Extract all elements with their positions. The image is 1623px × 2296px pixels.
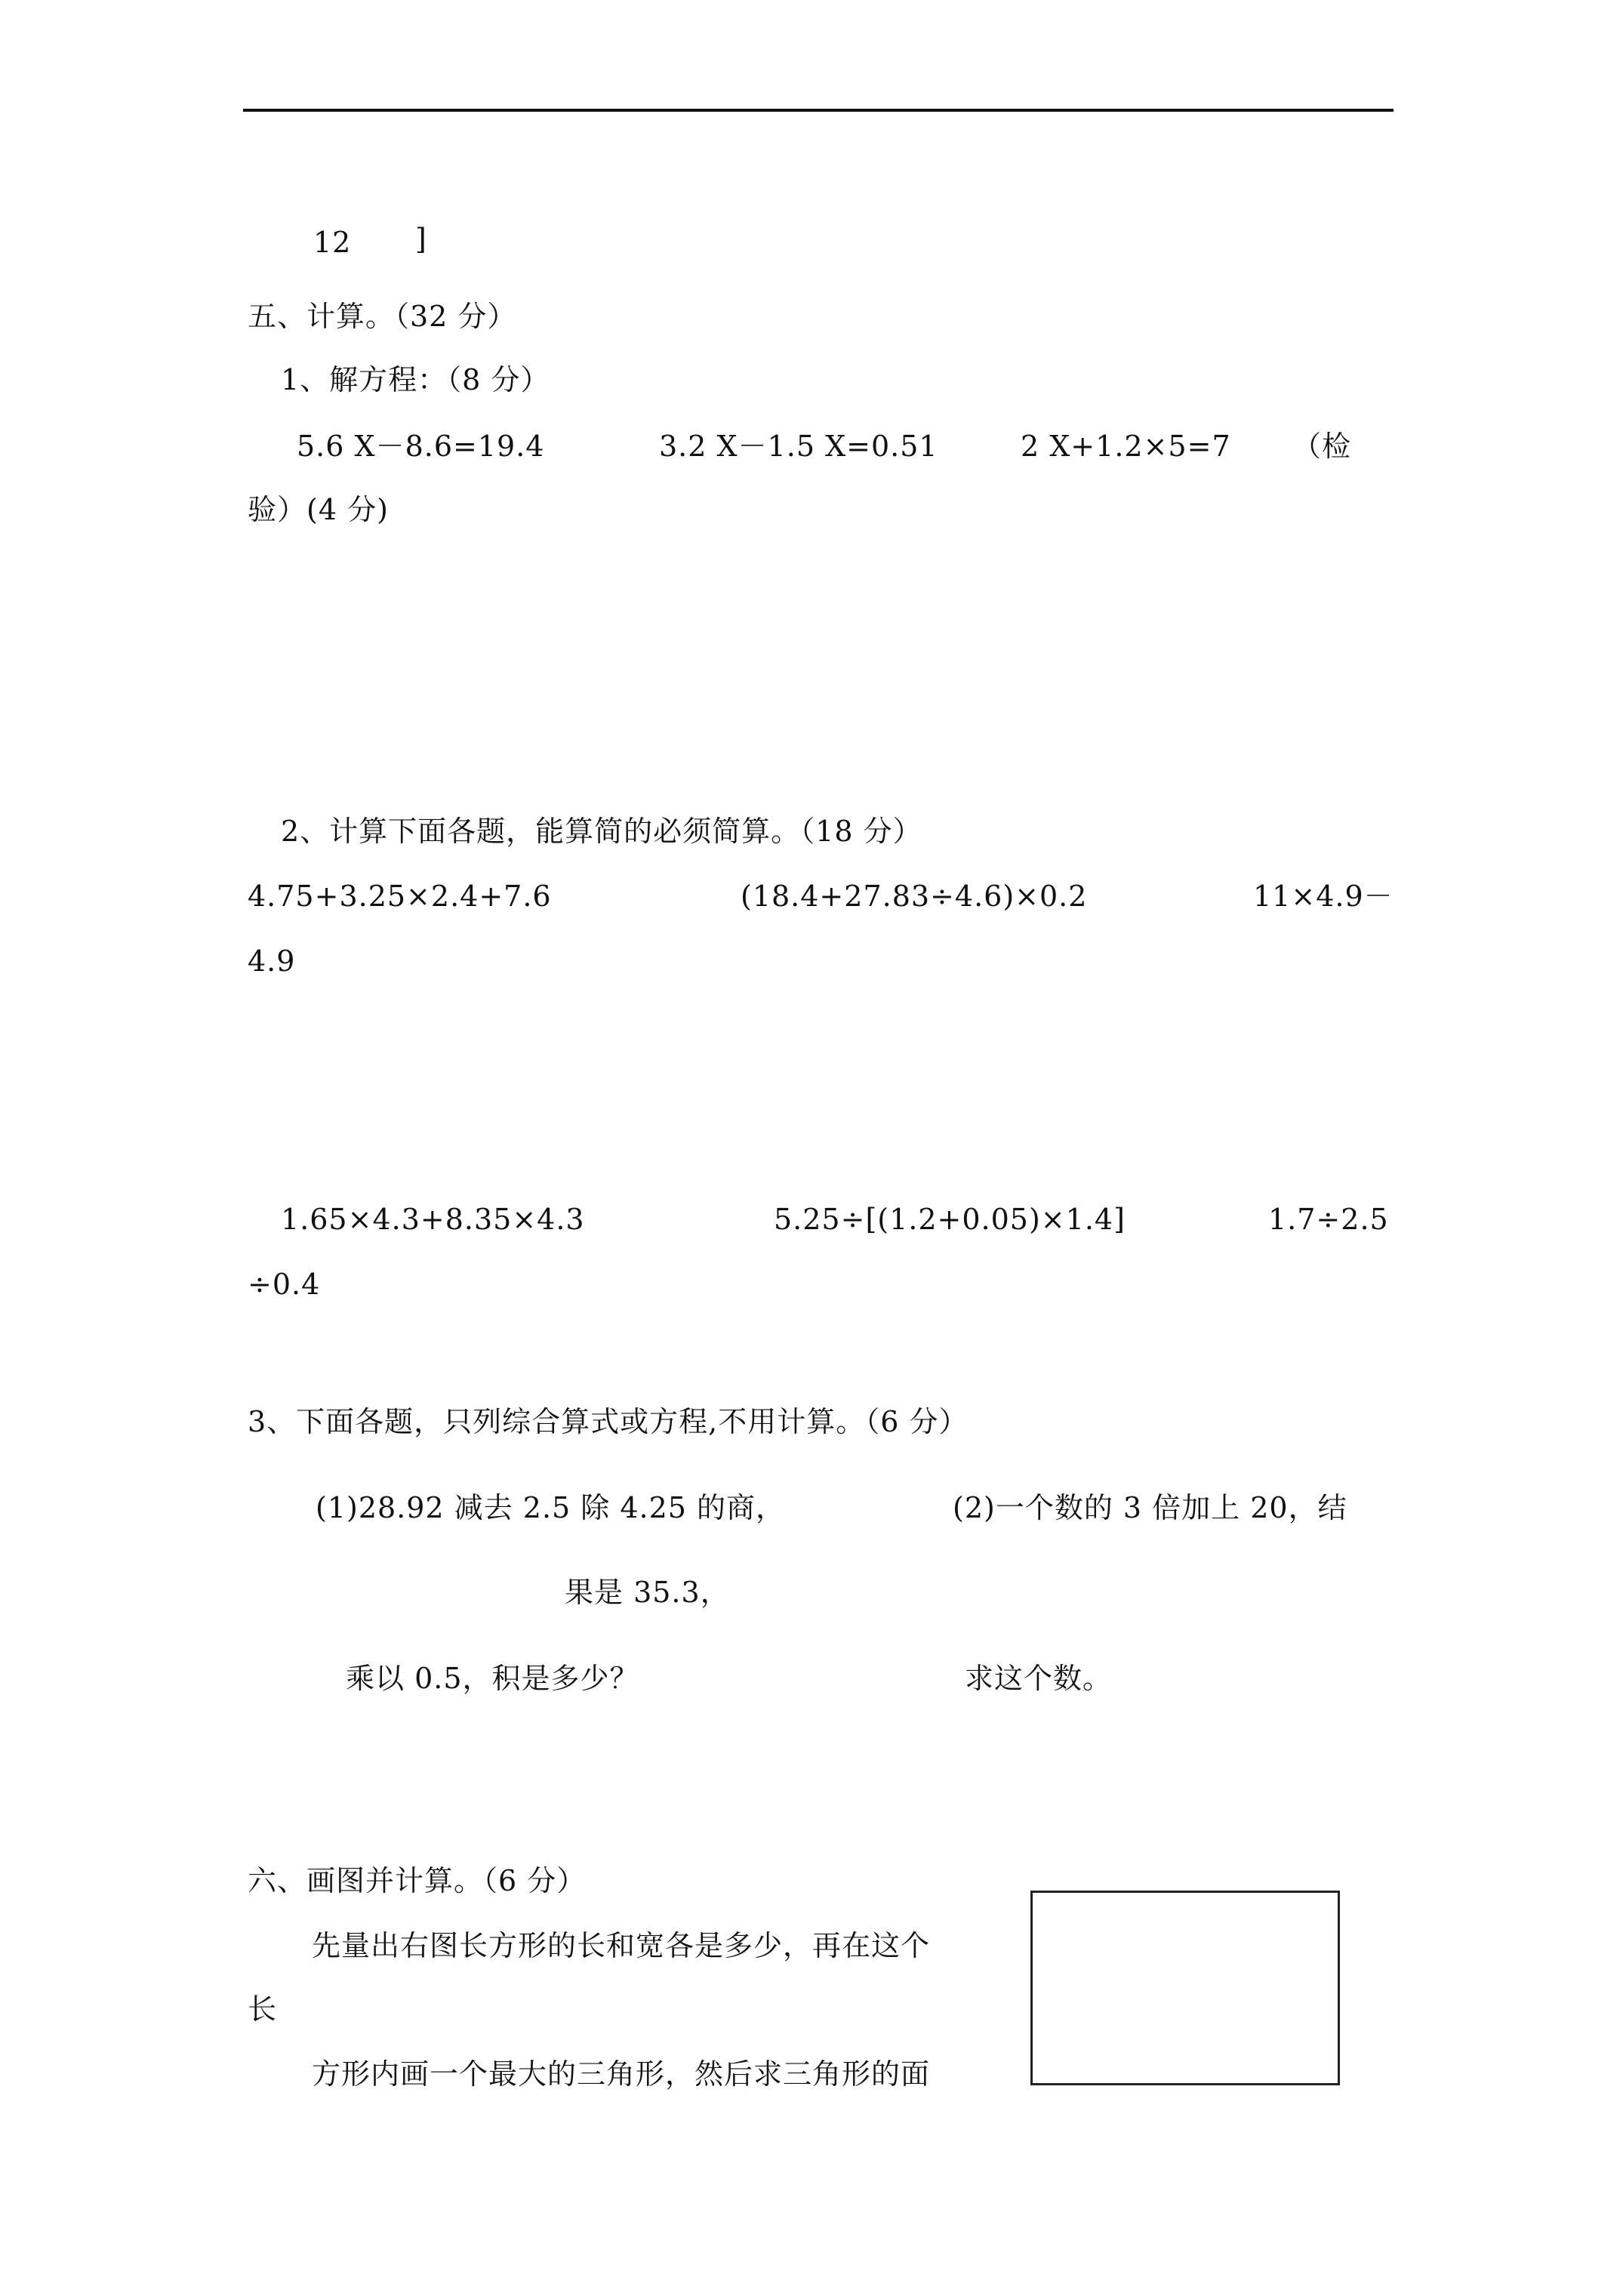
expr-3: 11×4.9－: [1253, 880, 1394, 913]
equation-2: 3.2 X－1.5 X=0.51: [659, 430, 938, 463]
q1-title: 1、解方程：（8 分）: [281, 363, 550, 396]
section6-line2: 长: [248, 1992, 278, 2026]
expr-6: 1.7÷2.5: [1268, 1203, 1389, 1236]
q2-title: 2、计算下面各题，能算简的必须简算。（18 分）: [281, 815, 922, 848]
expr-5: 5.25÷[(1.2+0.05)×1.4]: [774, 1203, 1126, 1236]
equation-1: 5.6 X－8.6=19.4: [297, 430, 545, 463]
q3-part2-line1: (2)一个数的 3 倍加上 20，结: [953, 1491, 1347, 1524]
expr-1: 4.75+3.25×2.4+7.6: [248, 880, 552, 913]
q3-part2-line3: 求这个数。: [965, 1662, 1113, 1695]
rectangle-figure: [1030, 1891, 1340, 2085]
check-note-b: 验）(4 分): [248, 493, 389, 526]
section6-line3: 方形内画一个最大的三角形，然后求三角形的面: [312, 2057, 931, 2091]
q3-part1-line1: (1)28.92 减去 2.5 除 4.25 的商，: [316, 1491, 786, 1524]
section6-title: 六、画图并计算。（6 分）: [248, 1864, 587, 1897]
expr-4: 1.65×4.3+8.35×4.3: [281, 1203, 585, 1236]
section6-line1: 先量出右图长方形的长和宽各是多少，再在这个: [312, 1929, 931, 1962]
check-note-a: （检: [1292, 430, 1352, 463]
header-rule: [243, 109, 1394, 112]
q3-title: 3、下面各题，只列综合算式或方程,不用计算。（6 分）: [248, 1405, 969, 1438]
expr-6-cont: ÷0.4: [248, 1268, 321, 1301]
expr-2: (18.4+27.83÷4.6)×0.2: [741, 880, 1088, 913]
section5-title: 五、计算。（32 分）: [248, 300, 517, 333]
q3-part2-line2: 果是 35.3，: [565, 1576, 730, 1609]
fragment-bracket: ]: [415, 223, 427, 256]
fragment-number: 12: [313, 226, 352, 259]
expr-3-cont: 4.9: [248, 945, 296, 978]
q3-part1-line2: 乘以 0.5，积是多少？: [346, 1662, 639, 1695]
equation-3: 2 X+1.2×5=7: [1021, 430, 1231, 463]
